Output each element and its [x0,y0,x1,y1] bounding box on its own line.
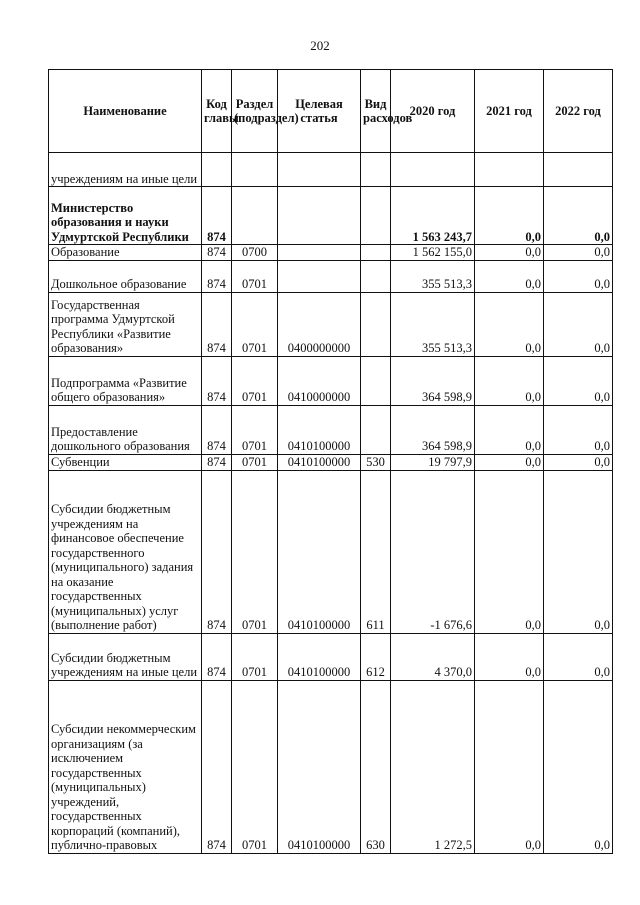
cell-2021: 0,0 [475,260,544,292]
header-name: Наименование [49,70,202,153]
cell-name: Субвенции [49,454,202,470]
cell-section: 0701 [232,470,278,633]
cell-2020: -1 676,6 [391,470,475,633]
cell-section: 0700 [232,245,278,261]
table-row [49,633,613,680]
header-2020: 2020 год [391,70,475,153]
cell-name: Государственная программа Удмуртской Республики «Развитие образования» [49,292,202,356]
table-row [49,356,613,405]
cell-section: 0701 [232,454,278,470]
cell-section: 0701 [232,633,278,680]
cell-2020: 1 562 155,0 [391,245,475,261]
cell-name: Субсидии некоммерческим организациям (за исключением государственных (муниципальных) учреждений, государственных корпораций (компаний), публично-правовых [49,680,202,853]
table-row [49,292,613,356]
cell-target: 0410100000 [278,633,361,680]
header-code: Код главы [202,70,232,153]
cell-2020: 355 513,3 [391,260,475,292]
cell-code [202,153,232,187]
cell-target [278,187,361,245]
table-row [49,245,613,261]
cell-2022: 0,0 [544,470,613,633]
cell-code: 874 [202,245,232,261]
cell-code: 874 [202,454,232,470]
cell-code: 874 [202,680,232,853]
cell-name: Министерство образования и науки Удмуртской Республики [49,187,202,245]
cell-target [278,153,361,187]
cell-code: 874 [202,405,232,454]
budget-table [48,69,613,854]
header-section: Раздел (подраздел) [232,70,278,153]
cell-2021: 0,0 [475,680,544,853]
cell-section: 0701 [232,405,278,454]
cell-2020: 364 598,9 [391,356,475,405]
cell-target: 0410100000 [278,454,361,470]
cell-kind: 530 [361,454,391,470]
cell-2022: 0,0 [544,356,613,405]
cell-2020 [391,153,475,187]
cell-section [232,153,278,187]
cell-2021: 0,0 [475,405,544,454]
cell-2021: 0,0 [475,187,544,245]
cell-target [278,245,361,261]
table-row [49,454,613,470]
cell-kind [361,405,391,454]
cell-target: 0410100000 [278,405,361,454]
cell-2021: 0,0 [475,292,544,356]
cell-2020: 1 563 243,7 [391,187,475,245]
cell-kind [361,260,391,292]
header-target: Целевая статья [278,70,361,153]
cell-2021: 0,0 [475,245,544,261]
cell-name: Субсидии бюджетным учреждениям на финансовое обеспечение государственного (муниципального) задания на оказание государственных (муниципальных) услуг (выполнение работ) [49,470,202,633]
cell-name: Предоставление дошкольного образования [49,405,202,454]
cell-kind [361,153,391,187]
table-row [49,405,613,454]
table-header-row [49,70,613,153]
cell-code: 874 [202,633,232,680]
header-kind: Вид расходов [361,70,391,153]
cell-2020: 355 513,3 [391,292,475,356]
header-2022: 2022 год [544,70,613,153]
cell-kind [361,356,391,405]
cell-target: 0410000000 [278,356,361,405]
cell-section: 0701 [232,356,278,405]
header-2021: 2021 год [475,70,544,153]
cell-section [232,187,278,245]
cell-2020: 4 370,0 [391,633,475,680]
table-body [49,153,613,854]
table-row [49,680,613,853]
cell-2022: 0,0 [544,633,613,680]
cell-2022: 0,0 [544,680,613,853]
cell-2021: 0,0 [475,356,544,405]
cell-name: Подпрограмма «Развитие общего образования» [49,356,202,405]
cell-target: 0410100000 [278,470,361,633]
cell-2022: 0,0 [544,260,613,292]
cell-2020: 19 797,9 [391,454,475,470]
cell-code: 874 [202,187,232,245]
cell-2021: 0,0 [475,454,544,470]
cell-2020: 364 598,9 [391,405,475,454]
cell-code: 874 [202,470,232,633]
cell-code: 874 [202,260,232,292]
cell-section: 0701 [232,680,278,853]
table-row [49,153,613,187]
table-row [49,260,613,292]
cell-kind: 630 [361,680,391,853]
cell-kind: 611 [361,470,391,633]
cell-kind: 612 [361,633,391,680]
cell-code: 874 [202,356,232,405]
cell-kind [361,187,391,245]
cell-section: 0701 [232,260,278,292]
cell-target: 0410100000 [278,680,361,853]
cell-2021 [475,153,544,187]
cell-code: 874 [202,292,232,356]
cell-kind [361,245,391,261]
cell-2020: 1 272,5 [391,680,475,853]
table-row [49,187,613,245]
cell-2022: 0,0 [544,454,613,470]
page-number: 202 [310,38,330,53]
cell-kind [361,292,391,356]
cell-target: 0400000000 [278,292,361,356]
cell-2022 [544,153,613,187]
cell-2021: 0,0 [475,633,544,680]
table-row [49,470,613,633]
cell-2022: 0,0 [544,405,613,454]
cell-2022: 0,0 [544,292,613,356]
cell-target [278,260,361,292]
cell-2021: 0,0 [475,470,544,633]
cell-name: Субсидии бюджетным учреждениям на иные цели [49,633,202,680]
cell-2022: 0,0 [544,245,613,261]
cell-name: учреждениям на иные цели [49,153,202,187]
cell-2022: 0,0 [544,187,613,245]
cell-section: 0701 [232,292,278,356]
cell-name: Дошкольное образование [49,260,202,292]
cell-name: Образование [49,245,202,261]
